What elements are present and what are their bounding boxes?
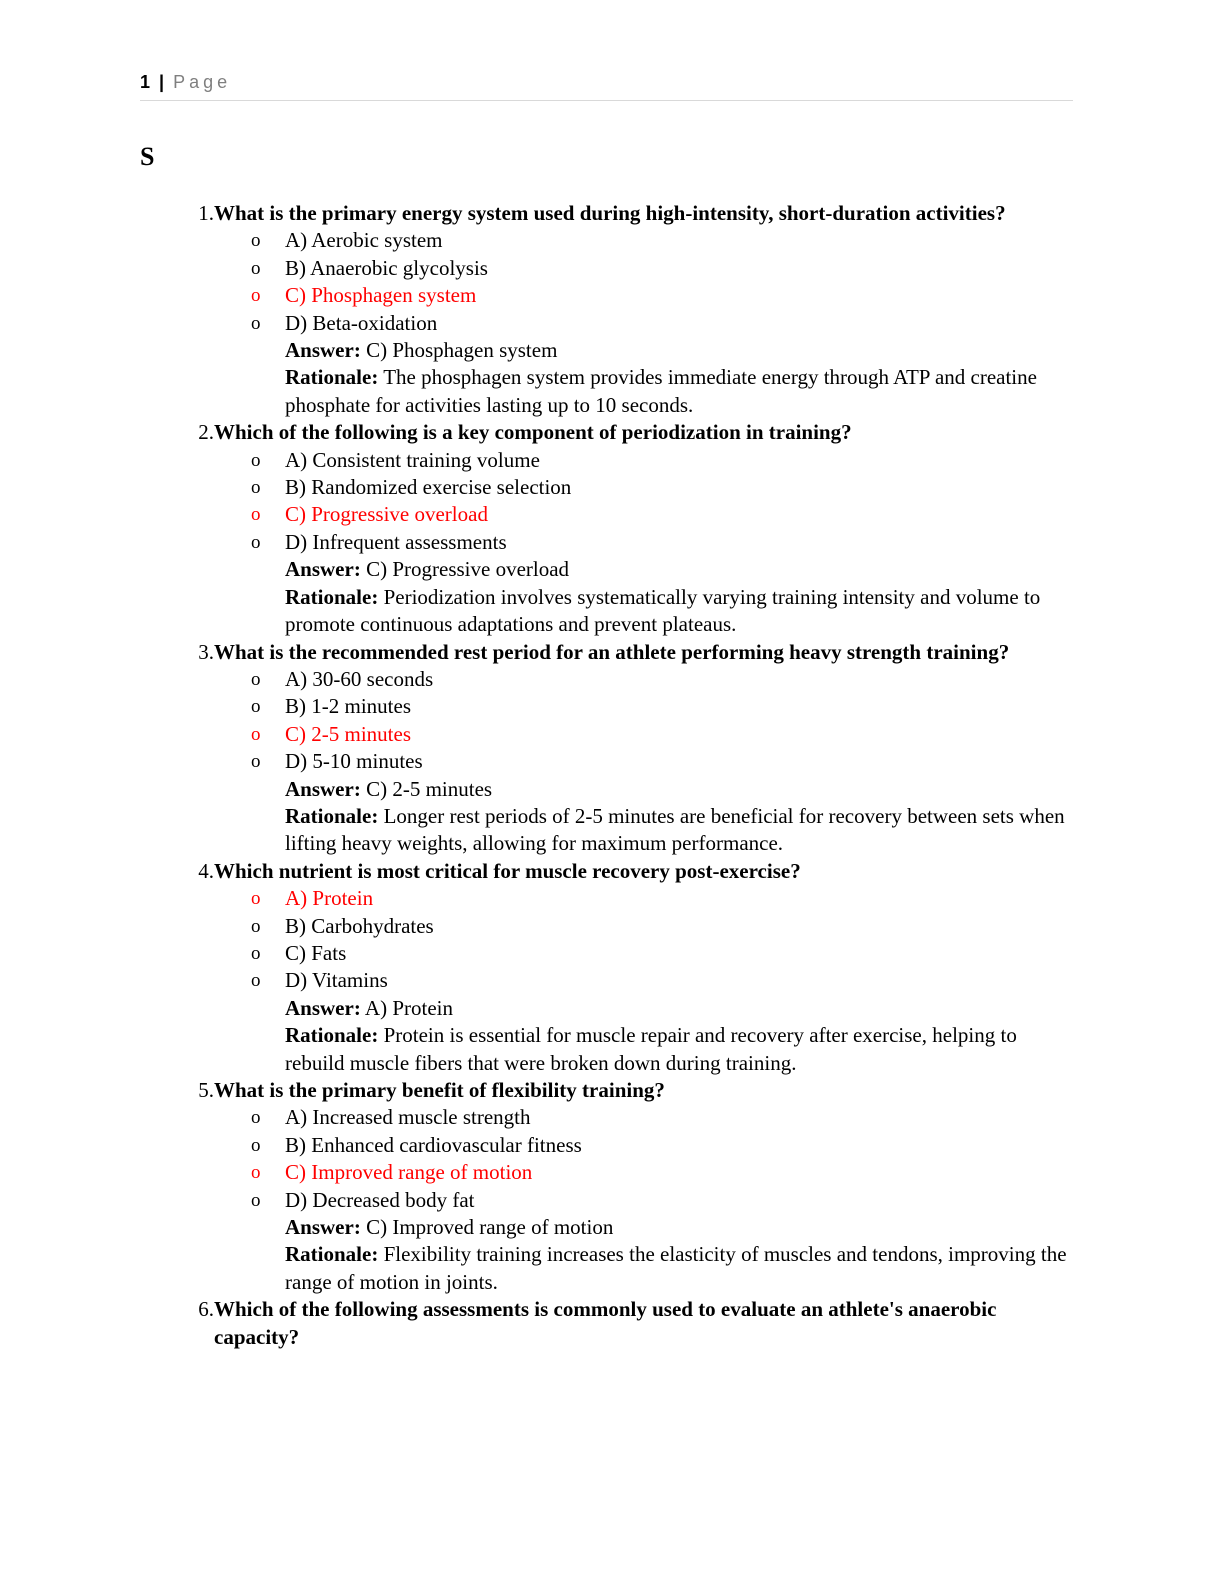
option-text: Progressive overload bbox=[306, 502, 488, 527]
question-item bbox=[140, 1077, 1080, 1296]
answer-option bbox=[140, 310, 1080, 337]
option-letter: D) bbox=[285, 310, 308, 335]
option-letter: B) bbox=[285, 1132, 306, 1157]
question-item bbox=[140, 858, 1080, 1077]
bullet-icon: o bbox=[251, 312, 261, 334]
bullet-icon: o bbox=[251, 230, 261, 252]
answer-option bbox=[140, 913, 1080, 940]
answer-value: A) Protein bbox=[360, 995, 453, 1020]
answer-option bbox=[140, 748, 1080, 775]
bullet-icon: o bbox=[251, 668, 261, 690]
page-header bbox=[140, 72, 1073, 101]
bullet-icon: o bbox=[251, 1162, 261, 1184]
rationale-text: Protein is essential for muscle repair and recovery after exercise, helping to rebuild muscle fibers that were broken down during training. bbox=[285, 1023, 1017, 1075]
bullet-icon: o bbox=[251, 1134, 261, 1156]
option-text: 30-60 seconds bbox=[307, 666, 434, 691]
rationale-text: Flexibility training increases the elasticity of muscles and tendons, improving the range of motion in joints. bbox=[285, 1242, 1067, 1294]
section-letter: S bbox=[140, 142, 155, 171]
bullet-icon: o bbox=[251, 477, 261, 499]
bullet-icon: o bbox=[251, 970, 261, 992]
option-letter: C) bbox=[285, 283, 306, 308]
answer-option bbox=[140, 255, 1080, 282]
question-item bbox=[140, 639, 1080, 858]
question-text: What is the primary benefit of flexibility training? bbox=[214, 1078, 665, 1102]
answer-option bbox=[140, 1104, 1080, 1131]
answer-option bbox=[140, 474, 1080, 501]
rationale-line bbox=[140, 1022, 1080, 1077]
option-letter: C) bbox=[285, 721, 306, 746]
question-text: Which of the following assessments is commonly used to evaluate an athlete's anaerobic capacity? bbox=[214, 1297, 997, 1349]
bullet-icon: o bbox=[251, 723, 261, 745]
bullet-icon: o bbox=[251, 449, 261, 471]
option-text: Phosphagen system bbox=[306, 283, 477, 308]
answer-option bbox=[140, 501, 1080, 528]
answer-option bbox=[140, 940, 1080, 967]
question-item bbox=[140, 1296, 1080, 1351]
answer-label: Answer: bbox=[285, 338, 361, 363]
option-text: Decreased body fat bbox=[307, 1187, 475, 1212]
option-letter: B) bbox=[285, 913, 306, 938]
bullet-icon: o bbox=[251, 751, 261, 773]
answer-line bbox=[140, 1214, 1080, 1241]
answer-value: C) Progressive overload bbox=[360, 557, 570, 582]
answer-line bbox=[140, 776, 1080, 803]
option-text: Carbohydrates bbox=[306, 913, 434, 938]
option-letter: C) bbox=[285, 502, 306, 527]
page-number: 1 bbox=[140, 72, 151, 92]
option-letter: B) bbox=[285, 694, 306, 719]
question-number: 2. bbox=[198, 420, 214, 445]
question-item bbox=[140, 419, 1080, 638]
option-letter: C) bbox=[285, 940, 306, 965]
answer-option bbox=[140, 1159, 1080, 1186]
page-label: Page bbox=[173, 72, 232, 92]
answer-value: C) 2-5 minutes bbox=[360, 776, 493, 801]
option-text: Consistent training volume bbox=[307, 447, 540, 472]
option-text: Increased muscle strength bbox=[307, 1105, 531, 1130]
option-text: Fats bbox=[306, 940, 347, 965]
option-text: 2-5 minutes bbox=[306, 721, 411, 746]
option-text: Infrequent assessments bbox=[307, 529, 507, 554]
question-number: 6. bbox=[198, 1297, 214, 1322]
option-text: Anaerobic glycolysis bbox=[306, 255, 488, 280]
answer-option bbox=[140, 1132, 1080, 1159]
bullet-icon: o bbox=[251, 531, 261, 553]
question-text: What is the primary energy system used during high-intensity, short-duration activities? bbox=[214, 201, 1006, 225]
option-text: Protein bbox=[307, 886, 374, 911]
question-text: What is the recommended rest period for an athlete performing heavy strength training? bbox=[214, 639, 1010, 664]
bullet-icon: o bbox=[251, 915, 261, 937]
rationale-text: Periodization involves systematically varying training intensity and volume to promote continuous adaptations and prevent plateaus. bbox=[285, 584, 1041, 637]
bullet-icon: o bbox=[251, 696, 261, 718]
question-number: 4. bbox=[198, 858, 214, 883]
option-letter: A) bbox=[285, 228, 308, 253]
rationale-line bbox=[140, 803, 1080, 858]
option-letter: D) bbox=[285, 749, 308, 774]
answer-line bbox=[140, 556, 1080, 583]
bullet-icon: o bbox=[251, 504, 261, 526]
bullet-icon: o bbox=[251, 257, 261, 279]
bullet-icon: o bbox=[251, 888, 261, 910]
question-item bbox=[140, 200, 1080, 419]
option-letter: A) bbox=[285, 886, 308, 911]
rationale-line bbox=[140, 1241, 1080, 1296]
question-text: Which of the following is a key component of periodization in training? bbox=[214, 420, 852, 445]
option-text: 1-2 minutes bbox=[306, 694, 411, 719]
answer-option bbox=[140, 721, 1080, 748]
option-letter: B) bbox=[285, 475, 306, 500]
answer-value: C) Phosphagen system bbox=[360, 338, 558, 363]
option-text: Vitamins bbox=[307, 968, 388, 993]
answer-option bbox=[140, 447, 1080, 474]
rationale-text: Longer rest periods of 2-5 minutes are beneficial for recovery between sets when lifting heavy weights, allowing for maximum performance. bbox=[285, 803, 1065, 856]
rationale-text: The phosphagen system provides immediate energy through ATP and creatine phosphate for activities lasting up to 10 seconds. bbox=[285, 365, 1037, 417]
bullet-icon: o bbox=[251, 1189, 261, 1211]
answer-option bbox=[140, 282, 1080, 309]
option-text: Aerobic system bbox=[307, 228, 443, 253]
option-text: Beta-oxidation bbox=[307, 310, 438, 335]
option-text: 5-10 minutes bbox=[307, 749, 423, 774]
answer-label: Answer: bbox=[285, 776, 361, 801]
answer-label: Answer: bbox=[285, 557, 361, 582]
answer-label: Answer: bbox=[285, 1215, 361, 1240]
answer-option bbox=[140, 529, 1080, 556]
rationale-label: Rationale: bbox=[285, 584, 379, 609]
rationale-label: Rationale: bbox=[285, 365, 379, 390]
answer-value: C) Improved range of motion bbox=[360, 1215, 614, 1240]
question-number: 5. bbox=[198, 1078, 214, 1102]
option-text: Randomized exercise selection bbox=[306, 475, 572, 500]
header-separator: | bbox=[159, 72, 165, 92]
answer-line bbox=[140, 337, 1080, 364]
option-letter: B) bbox=[285, 255, 306, 280]
rationale-line bbox=[140, 584, 1080, 639]
bullet-icon: o bbox=[251, 942, 261, 964]
option-text: Enhanced cardiovascular fitness bbox=[306, 1132, 582, 1157]
bullet-icon: o bbox=[251, 1107, 261, 1129]
option-text: Improved range of motion bbox=[306, 1160, 533, 1185]
rationale-label: Rationale: bbox=[285, 1023, 379, 1048]
option-letter: D) bbox=[285, 1187, 308, 1212]
answer-option bbox=[140, 693, 1080, 720]
option-letter: D) bbox=[285, 968, 308, 993]
question-number: 3. bbox=[198, 639, 214, 664]
option-letter: A) bbox=[285, 1105, 308, 1130]
answer-line bbox=[140, 995, 1080, 1022]
answer-option bbox=[140, 227, 1080, 254]
answer-option bbox=[140, 967, 1080, 994]
option-letter: A) bbox=[285, 447, 308, 472]
bullet-icon: o bbox=[251, 285, 261, 307]
rationale-line bbox=[140, 364, 1080, 419]
answer-option bbox=[140, 885, 1080, 912]
option-letter: A) bbox=[285, 666, 308, 691]
rationale-label: Rationale: bbox=[285, 803, 379, 828]
question-list bbox=[140, 200, 1080, 1351]
answer-label: Answer: bbox=[285, 995, 361, 1020]
answer-option bbox=[140, 1187, 1080, 1214]
option-letter: C) bbox=[285, 1160, 306, 1185]
answer-option bbox=[140, 666, 1080, 693]
rationale-label: Rationale: bbox=[285, 1242, 379, 1267]
option-letter: D) bbox=[285, 529, 308, 554]
question-text: Which nutrient is most critical for muscle recovery post-exercise? bbox=[214, 858, 801, 883]
question-number: 1. bbox=[198, 201, 214, 225]
